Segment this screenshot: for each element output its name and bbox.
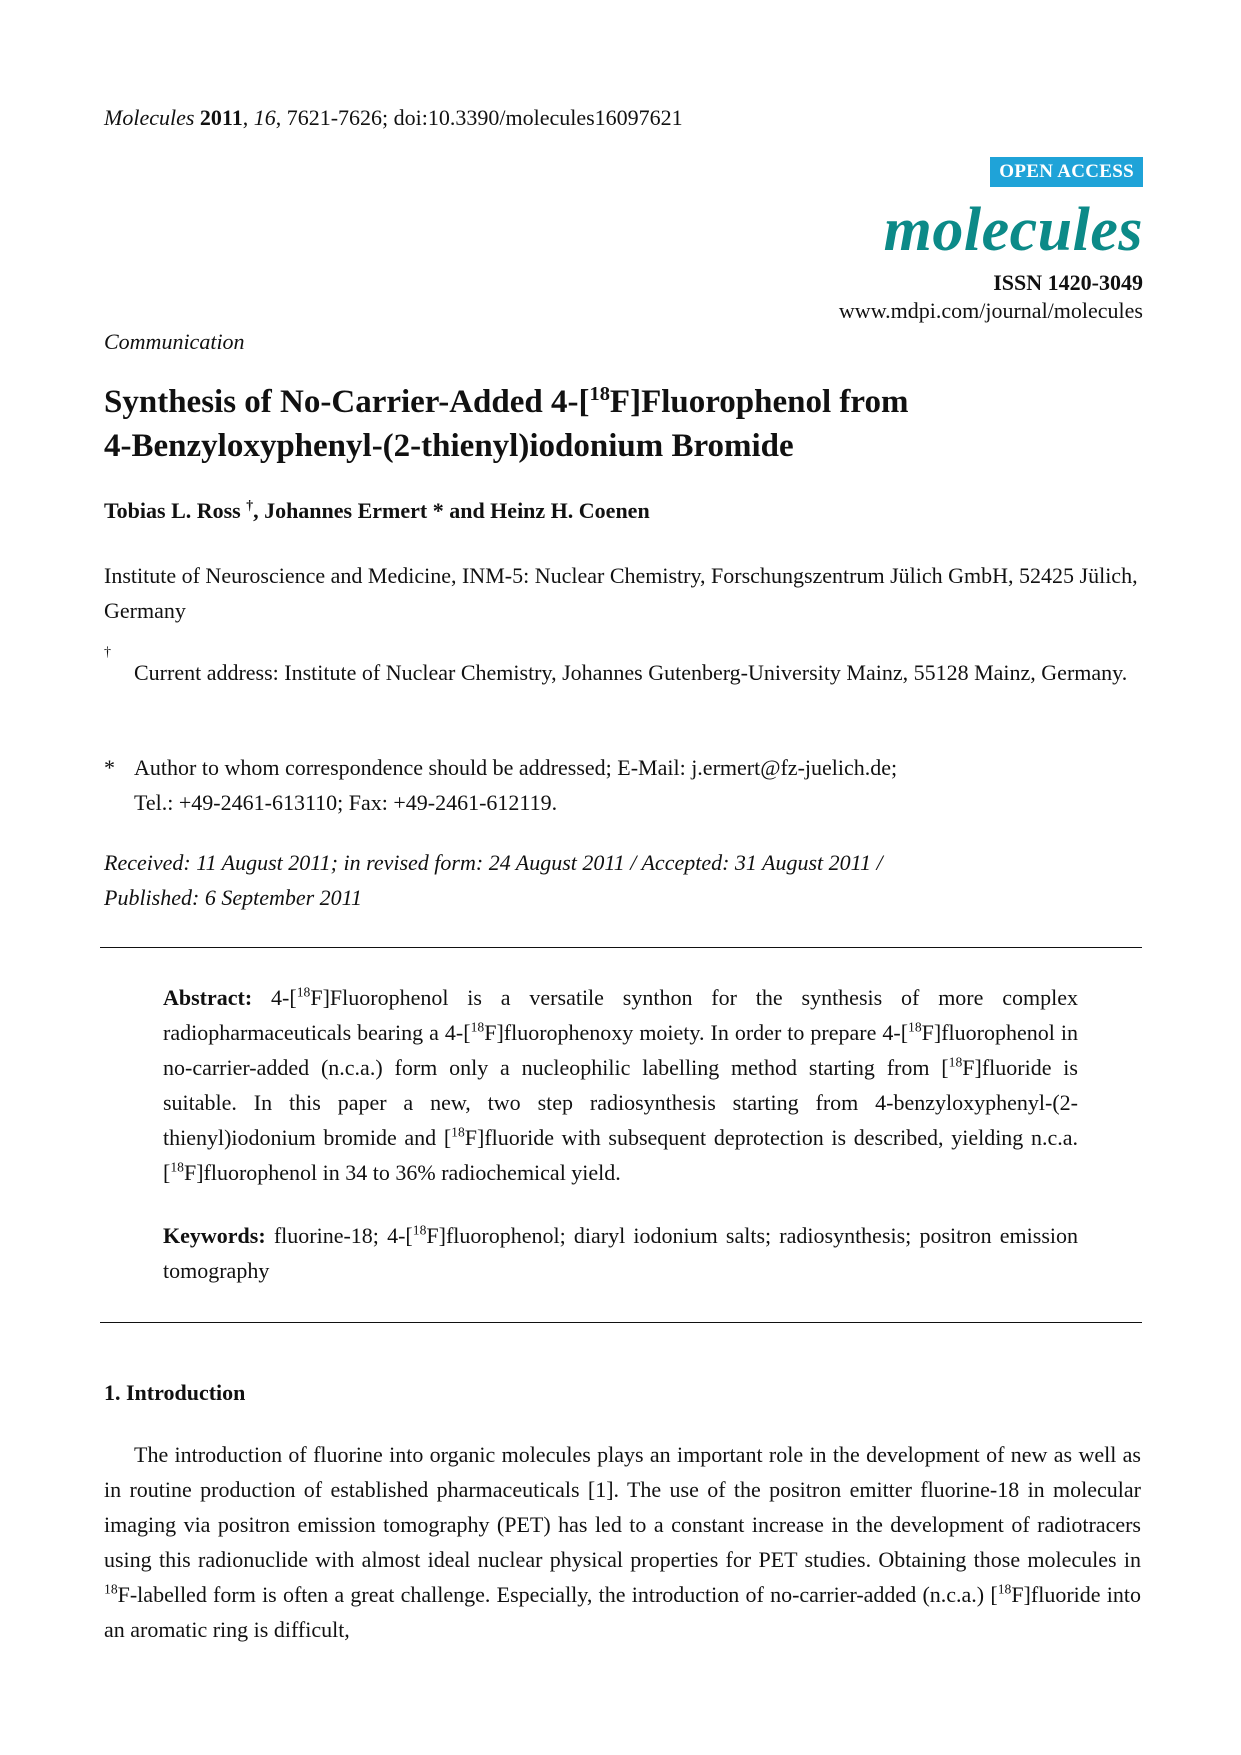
abstract-sup: 18 <box>296 984 311 1000</box>
abstract <box>163 980 1078 1190</box>
intro-text: F]fluoride into an aromatic ring is difficult, <box>104 1582 1141 1642</box>
author-1: Tobias L. Ross <box>104 498 247 523</box>
abstract-text: F]fluoride with subsequent deprotection is described, yielding n.c.a. [ <box>163 1125 1078 1185</box>
note-text <box>134 750 1144 820</box>
intro-text: The introduction of fluorine into organic molecules plays an important role in the development of new as well as in routine production of established pharmaceuticals [1]. The use of the positron emitter fluorine-18 in molecular imaging via positron emission tomography (PET) has led to a constant increase in the development of radiotracers using this radionuclide with almost ideal nuclear physical properties for PET studies. Obtaining those molecules in <box>104 1442 1141 1572</box>
intro-sup: 18 <box>104 1581 118 1597</box>
author-1-mark: † <box>246 497 254 513</box>
section-heading: 1. Introduction <box>104 1380 246 1405</box>
title-line2: 4-Benzyloxyphenyl-(2-thienyl)iodonium Bromide <box>104 428 794 464</box>
title-part: F]Fluorophenol from <box>609 384 909 420</box>
affiliation: Institute of Neuroscience and Medicine, INM-5: Nuclear Chemistry, Forschungszentrum Jülich GmbH, 52425 Jülich, Germany <box>104 563 1138 623</box>
citation-year: 2011 <box>199 105 243 130</box>
keywords-text: fluorine-18; 4-[ <box>265 1223 413 1248</box>
abstract-sup: 18 <box>451 1124 465 1140</box>
keywords-sup: 18 <box>412 1222 427 1238</box>
abstract-sup: 18 <box>908 1019 922 1035</box>
article-type: Communication <box>104 329 245 354</box>
authors <box>104 498 650 524</box>
intro-text: F-labelled form is often a great challenge. Especially, the introduction of no-carrier-added (n.c.a.) [ <box>117 1582 998 1607</box>
keywords <box>163 1218 1078 1288</box>
keywords-label: Keywords: <box>163 1223 266 1248</box>
note-text: Current address: Institute of Nuclear Chemistry, Johannes Gutenberg-University Mainz, 55128 Mainz, Germany. <box>134 660 1128 685</box>
footnote-current-address: † Current address: Institute of Nuclear Chemistry, Johannes Gutenberg-University Mainz, 55128 Mainz, Germany. <box>104 655 1144 690</box>
citation-pages-doi[interactable]: , 7621-7626; doi:10.3390/molecules16097621 <box>275 105 683 130</box>
note-line: Tel.: +49-2461-613110; Fax: +49-2461-612119. <box>134 790 558 815</box>
journal-logo: molecules <box>883 196 1143 264</box>
abstract-sup: 18 <box>170 1159 184 1175</box>
journal-name: Molecules <box>104 105 195 130</box>
intro-sup: 18 <box>997 1581 1012 1597</box>
citation-line: Molecules 2011, 16, 7621-7626; doi:10.3390/molecules16097621 <box>104 105 683 130</box>
abstract-text: F]fluorophenol in 34 to 36% radiochemical yield. <box>183 1160 621 1185</box>
divider <box>100 947 1142 948</box>
footnote-correspondence <box>104 750 1144 820</box>
dates-line: Published: 6 September 2011 <box>104 885 363 910</box>
intro-paragraph <box>104 1437 1141 1647</box>
title-part: Synthesis of No-Carrier-Added 4-[ <box>104 384 590 420</box>
abstract-text: F]Fluorophenol is a versatile synthon for the synthesis of more complex radiopharmaceuticals bearing a 4-[ <box>163 985 1078 1045</box>
title-sup: 18 <box>589 383 610 405</box>
abstract-sup: 18 <box>948 1054 963 1070</box>
abstract-text: F]fluorophenol in no-carrier-added (n.c.a.) form only a nucleophilic labelling method starting from [ <box>163 1020 1079 1080</box>
abstract-label: Abstract: <box>163 985 253 1010</box>
citation-volume: 16 <box>253 105 276 130</box>
abstract-text: F]fluoride is suitable. In this paper a new, two step radiosynthesis starting from 4-benzyloxyphenyl-(2-thienyl)iodonium bromide and [ <box>163 1055 1078 1150</box>
divider <box>100 1322 1142 1323</box>
keywords-text: F]fluorophenol; diaryl iodonium salts; radiosynthesis; positron emission tomography <box>163 1223 1078 1283</box>
dates-line: Received: 11 August 2011; in revised form: 24 August 2011 / Accepted: 31 August 2011 / <box>104 850 883 875</box>
abstract-text: 4-[ <box>252 985 297 1010</box>
authors-rest: , Johannes Ermert * and Heinz H. Coenen <box>253 498 650 523</box>
note-line: Author to whom correspondence should be addressed; E-Mail: j.ermert@fz-juelich.de; <box>134 755 898 780</box>
issn: ISSN 1420-3049 <box>993 270 1143 295</box>
open-access-badge: OPEN ACCESS <box>990 157 1143 187</box>
publication-dates <box>104 845 1144 915</box>
paper-title <box>104 380 1144 468</box>
abstract-sup: 18 <box>470 1019 485 1035</box>
note-mark: * <box>104 755 115 780</box>
abstract-text: F]fluorophenoxy moiety. In order to prepare 4-[ <box>484 1020 909 1045</box>
journal-url[interactable]: www.mdpi.com/journal/molecules <box>838 298 1143 323</box>
